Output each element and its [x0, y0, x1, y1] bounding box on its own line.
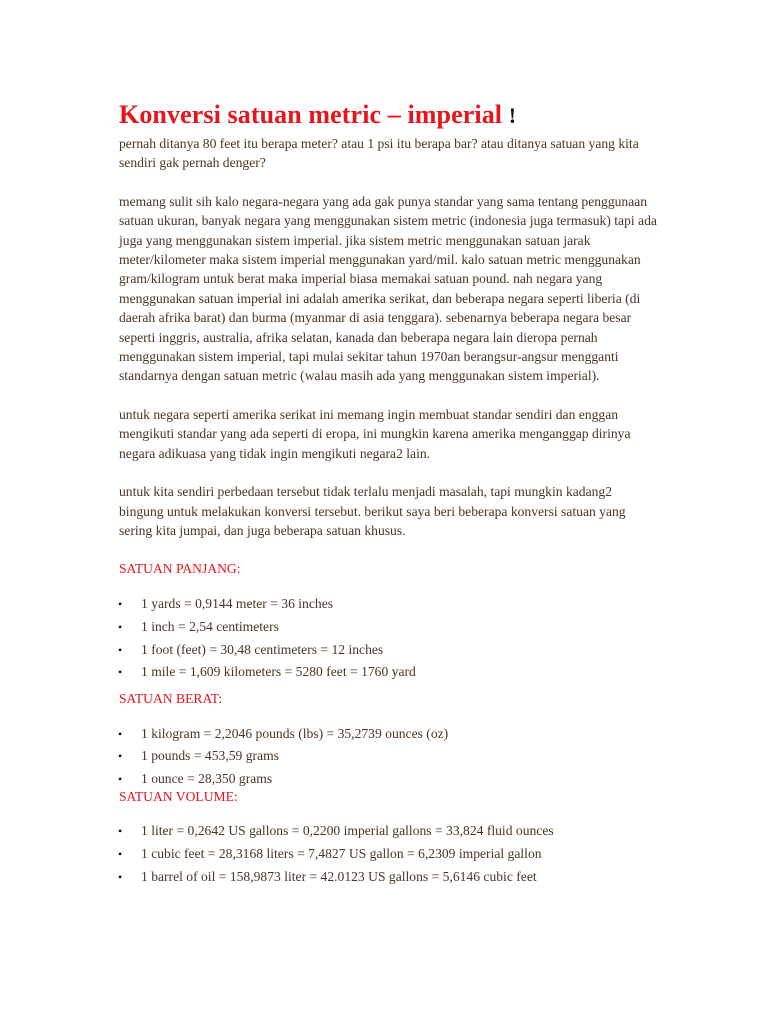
list-item-text: 1 pounds = 453,59 grams: [141, 748, 279, 764]
body-paragraph-metric-vs-imperial: memang sulit sih kalo negara-negara yang ada gak punya standar yang sama tentang penggunaan satuan ukuran, banyak negara yang menggunakan sistem metric (indonesia juga termasuk) tapi ada juga yang menggunakan sistem imperial. jika sistem metric menggunakan satuan jarak meter/kilometer maka sistem imperial menggunakan yard/mil. kalo satuan metric menggunakan gram/kilogram untuk berat maka imperial biasa memakai satuan pound. nah negara yang menggunakan satuan imperial ini adalah amerika serikat, dan beberapa negara seperti liberia (di daerah afrika barat) dan burma (myanmar di asia tenggara). sebenarnya beberapa negara besar seperti inggris, australia, afrika selatan, kanada dan beberapa negara lain dieropa pernah menggunakan sistem imperial, tapi mulai sekitar tahun 1970an berangsur-angsur mengganti standarnya dengan satuan metric (walau masih ada yang menggunakan sistem imperial).: [119, 193, 657, 384]
title-exclamation: !: [508, 103, 517, 128]
list-item: [119, 661, 659, 684]
list-item: [119, 768, 659, 791]
list-item-text: 1 kilogram = 2,2046 pounds (lbs) = 35,2739 ounces (oz): [141, 725, 449, 741]
list-item: [119, 820, 659, 843]
document-title: [119, 95, 659, 136]
section-heading-berat-colon: :: [218, 690, 223, 706]
list-item-text: 1 liter = 0,2642 US gallons = 0,2200 imperial gallons = 33,824 fluid ounces: [141, 823, 554, 839]
list-item: [119, 616, 659, 639]
list-item-text: 1 mile = 1,609 kilometers = 5280 feet = 1760 yard: [141, 664, 416, 680]
title-text: Konversi satuan metric – imperial: [119, 100, 503, 129]
section-heading-panjang: SATUAN PANJANG:: [119, 561, 241, 577]
section-heading-berat: [119, 689, 659, 708]
list-panjang: [119, 593, 659, 683]
list-item-text: 1 inch = 2,54 centimeters: [141, 618, 279, 634]
list-item-text: 1 cubic feet = 28,3168 liters = 7,4827 US gallon = 6,2309 imperial gallon: [141, 846, 542, 862]
bullet-icon: •: [118, 824, 123, 839]
bullet-icon: •: [118, 642, 123, 657]
intro-paragraph: pernah ditanya 80 feet itu berapa meter? atau 1 psi itu berapa bar? atau ditanya satuan yang kita sendiri gak pernah denger?: [119, 136, 639, 171]
section-heading-berat-text: SATUAN BERAT: [119, 690, 219, 706]
bullet-icon: •: [118, 619, 123, 634]
list-item: [119, 723, 659, 746]
list-item-text: 1 foot (feet) = 30,48 centimeters = 12 inches: [141, 641, 384, 657]
body-paragraph-konversi: untuk kita sendiri perbedaan tersebut tidak terlalu menjadi masalah, tapi mungkin kadang2 bingung untuk melakukan konversi tersebut. berikut saya beri beberapa konversi satuan yang sering kita jumpai, dan juga beberapa satuan khusus.: [119, 484, 626, 538]
list-volume: [119, 820, 659, 888]
list-item: [119, 745, 659, 768]
list-item-text: 1 yards = 0,9144 meter = 36 inches: [141, 596, 334, 612]
bullet-icon: •: [118, 726, 123, 741]
list-item: [119, 593, 659, 616]
list-item: [119, 639, 659, 662]
list-item-text: 1 ounce = 28,350 grams: [141, 770, 273, 786]
bullet-icon: •: [118, 869, 123, 884]
bullet-icon: •: [118, 771, 123, 786]
bullet-icon: •: [118, 847, 123, 862]
document-page: [119, 95, 659, 888]
bullet-icon: •: [118, 597, 123, 612]
list-item: [119, 843, 659, 866]
list-item-text: 1 barrel of oil = 158,9873 liter = 42.0123 US gallons = 5,6146 cubic feet: [141, 868, 537, 884]
list-item: [119, 866, 659, 889]
bullet-icon: •: [118, 665, 123, 680]
bullet-icon: •: [118, 749, 123, 764]
list-berat: [119, 723, 659, 791]
body-paragraph-amerika: untuk negara seperti amerika serikat ini memang ingin membuat standar sendiri dan enggan mengikuti standar yang ada seperti di eropa, ini mungkin karena amerika menganggap dirinya negara adikuasa yang tidak ingin mengikuti negara2 lain.: [119, 406, 631, 461]
section-heading-volume: SATUAN VOLUME:: [119, 789, 238, 805]
